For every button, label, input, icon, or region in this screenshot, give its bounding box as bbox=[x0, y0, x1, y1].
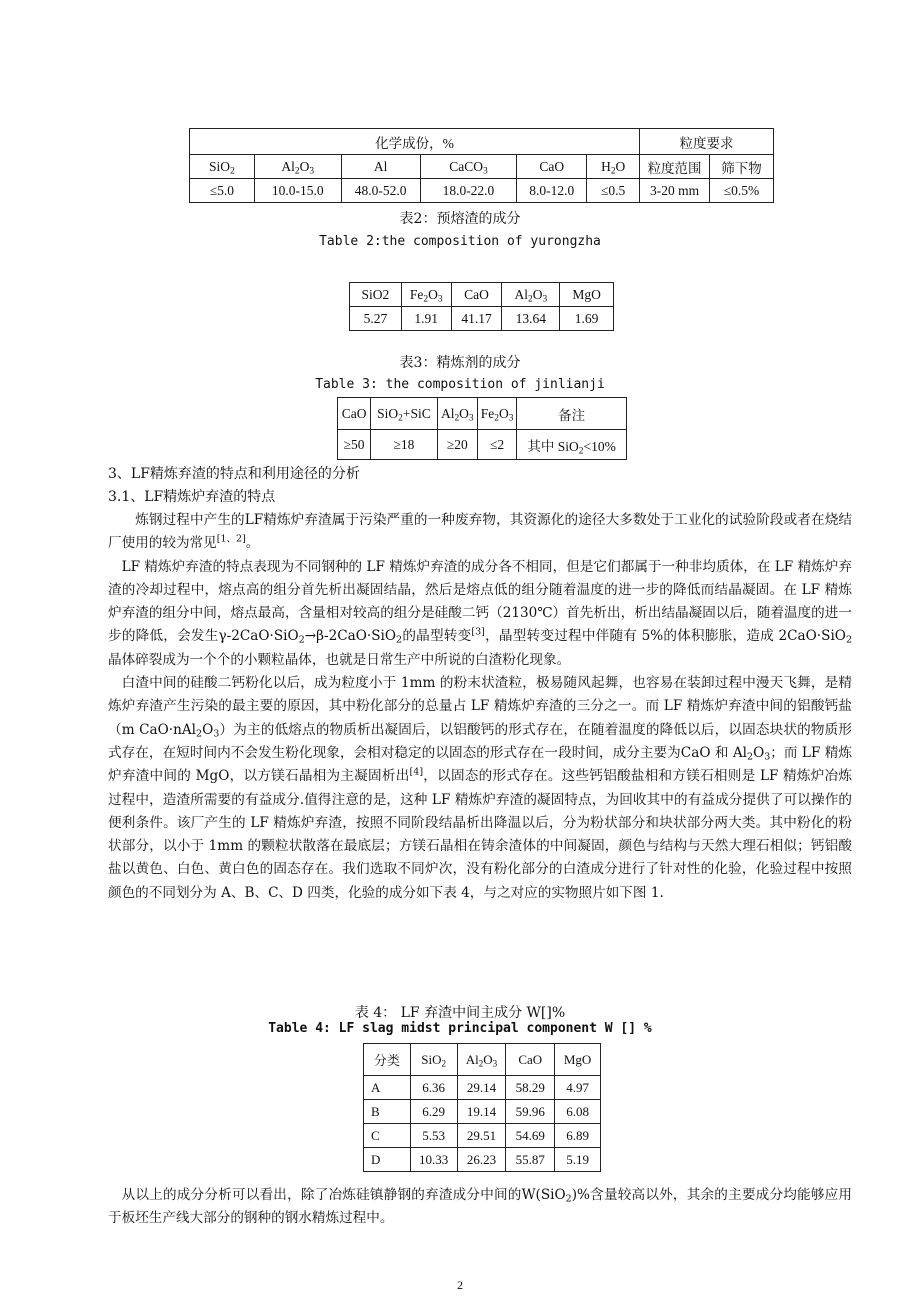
value-cell: ≤2 bbox=[477, 430, 516, 460]
value-cell: 10.0-15.0 bbox=[254, 179, 341, 203]
value-cell: ≤0.5% bbox=[710, 179, 774, 203]
value-cell: 54.69 bbox=[506, 1124, 555, 1148]
row-label: B bbox=[364, 1100, 411, 1124]
value-cell: 13.64 bbox=[502, 307, 560, 331]
value-cell: 1.69 bbox=[560, 307, 614, 331]
value-cell: 29.14 bbox=[457, 1076, 506, 1100]
value-cell: 1.91 bbox=[401, 307, 451, 331]
value-cell: ≥18 bbox=[371, 430, 437, 460]
header-cell: CaO bbox=[506, 1044, 555, 1076]
table-1 bbox=[189, 128, 774, 203]
value-cell: 59.96 bbox=[506, 1100, 555, 1124]
header-cell: 筛下物 bbox=[710, 155, 774, 179]
header-cell: $Fe_2O_3$ bbox=[401, 283, 451, 307]
value-cell: 3-20 mm bbox=[640, 179, 710, 203]
header-cell: CaO bbox=[451, 283, 502, 307]
table-4-caption-en: Table 4: LF slag midst principal component W [] % bbox=[268, 1021, 652, 1036]
table-3-caption-en: Table 3: the composition of jinlianji bbox=[315, 377, 605, 392]
value-cell: 5.53 bbox=[410, 1124, 457, 1148]
subsection-heading: 3.1、LF精炼炉弃渣的特点 bbox=[108, 489, 276, 505]
table-row bbox=[190, 129, 774, 155]
value-cell: 5.27 bbox=[350, 307, 402, 331]
header-cell: CaO bbox=[517, 155, 587, 179]
value-cell: 58.29 bbox=[506, 1076, 555, 1100]
header-cell: 分类 bbox=[364, 1044, 411, 1076]
table-4-caption-cn: 表 4： LF 弃渣中间主成分 W[]% bbox=[354, 1005, 566, 1021]
value-cell: ≥20 bbox=[437, 430, 477, 460]
value-cell: ≤5.0 bbox=[190, 179, 255, 203]
table-3-caption-cn: 表3：精炼剂的成分 bbox=[399, 355, 521, 371]
size-group-header: 粒度要求 bbox=[640, 129, 774, 155]
table-2-caption-en: Table 2:the composition of yurongzha bbox=[319, 234, 601, 249]
header-cell: $Al_2O_3$ bbox=[254, 155, 341, 179]
table-row bbox=[350, 307, 614, 331]
table-row bbox=[364, 1148, 601, 1172]
value-cell: 18.0-22.0 bbox=[420, 179, 517, 203]
table-2 bbox=[349, 282, 614, 331]
value-cell: 6.89 bbox=[555, 1124, 601, 1148]
table-4 bbox=[363, 1043, 601, 1172]
table-row bbox=[364, 1100, 601, 1124]
value-cell: 其中 SiO$_2$<10% bbox=[517, 430, 627, 460]
value-cell: ≥50 bbox=[338, 430, 371, 460]
table-row bbox=[190, 179, 774, 203]
closing-text bbox=[108, 1184, 852, 1231]
value-cell: 6.29 bbox=[410, 1100, 457, 1124]
value-cell: 6.08 bbox=[555, 1100, 601, 1124]
value-cell: 29.51 bbox=[457, 1124, 506, 1148]
header-cell: MgO bbox=[555, 1044, 601, 1076]
table-row bbox=[338, 398, 627, 430]
header-cell: SiO$_2$ bbox=[410, 1044, 457, 1076]
paragraph: LF 精炼炉弃渣的特点表现为不同钢种的 LF 精炼炉弃渣的成分各不相同，但是它们都属于一种非均质体，在 LF 精炼炉弃渣的冷却过程中，熔点高的组分首先析出凝固结晶，然后是熔点低的组分随着温度的进一步的降低而结晶凝固。在 LF 精炼炉弃渣的组分中间，熔点最高，含量相对较高的组分是硅酸二钙（2130℃）首先析出，析出结晶凝固以后，随着温度的进一步的降低，会发生γ-2CaO·SiO$_2$→β-2CaO·SiO$_2$的晶型转变[3]，晶型转变过程中伴随有 5%的体积膨胀，造成 2CaO·SiO$_2$晶体碎裂成为一个个的小颗粒晶体，也就是日常生产中所说的白渣粉化现象。 bbox=[108, 558, 852, 668]
table-row bbox=[364, 1076, 601, 1100]
value-cell: 48.0-52.0 bbox=[341, 179, 420, 203]
table-3 bbox=[337, 397, 627, 460]
header-cell: 粒度范围 bbox=[640, 155, 710, 179]
header-cell: $Al_2O_3$ bbox=[502, 283, 560, 307]
paragraph: 白渣中间的硅酸二钙粉化以后，成为粒度小于 1mm 的粉末状渣粒，极易随风起舞，也容易在装卸过程中漫天飞舞，是精炼炉弃渣产生污染的最主要的原因，其中粉化部分的总量占 LF 精炼炉弃渣的三分之一。而 LF 精炼炉弃渣中间的铝酸钙盐（m $CaO\cdot nAl_2O_3$）为主的低熔点的物质析出凝固后，以铝酸钙的形式存在，在随着温度的降低以后，以固态块状的物质形式存在，在短时间内不会发生粉化现象，会相对稳定的以固态的形式存在一段时间，成分主要为CaO 和 $Al_2O_3$；而 LF 精炼炉弃渣中间的 MgO，以方镁石晶相为主凝固析出[4]，以固态的形式存在。这些钙铝酸盐相和方镁石相则是 LF 精炼炉冶炼过程中，造渣所需要的有益成分.值得注意的是，这种 LF 精炼炉弃渣的凝固特点，为回收其中的有益成分提供了可以操作的便利条件。该厂产生的 LF 精炼炉弃渣，按照不同阶段结晶析出降温以后，分为粉状部分和块状部分两大类。其中粉化的粉状部分，以小于 1mm 的颗粒状散落在最底层；方镁石晶相在铸余渣体的中间凝固，颜色与结构与天然大理石相似；钙铝酸盐以黄色、白色、黄白色的固态存在。我们选取不同炉次，没有粉化部分的白渣成分进行了针对性的化验，化验过程中按照颜色的不同划分为 A、B、C、D 四类，化验的成分如下表 4，与之对应的实物照片如下图 1. bbox=[108, 675, 853, 901]
paragraph: 从以上的成分分析可以看出，除了冶炼硅镇静钢的弃渣成分中间的W(SiO$_2$)%含量较高以外，其余的主要成分均能够应用于板坯生产线大部分的钢种的钢水精炼过程中。 bbox=[108, 1187, 853, 1227]
table-row bbox=[190, 155, 774, 179]
row-label: A bbox=[364, 1076, 411, 1100]
table-2-caption-cn: 表2：预熔渣的成分 bbox=[399, 211, 521, 227]
value-cell: 4.97 bbox=[555, 1076, 601, 1100]
header-cell: $Al_2O_3$ bbox=[457, 1044, 506, 1076]
table-row bbox=[338, 430, 627, 460]
header-cell: $Fe_2O_3$ bbox=[477, 398, 516, 430]
value-cell: 6.36 bbox=[410, 1076, 457, 1100]
paragraph: 炼钢过程中产生的LF精炼炉弃渣属于污染严重的一种废弃物，其资源化的途径大多数处于工业化的试验阶段或者在烧结厂使用的较为常见[1、2]。 bbox=[108, 512, 852, 552]
header-cell: CaCO$_3$ bbox=[420, 155, 517, 179]
body-text bbox=[108, 509, 852, 905]
header-cell: SiO$_2$ bbox=[190, 155, 255, 179]
value-cell: 26.23 bbox=[457, 1148, 506, 1172]
header-cell: CaO bbox=[338, 398, 371, 430]
value-cell: ≤0.5 bbox=[587, 179, 640, 203]
section-heading: 3、LF精炼弃渣的特点和利用途径的分析 bbox=[108, 466, 360, 482]
value-cell: 19.14 bbox=[457, 1100, 506, 1124]
table-row bbox=[364, 1124, 601, 1148]
header-cell: MgO bbox=[560, 283, 614, 307]
page-number: 2 bbox=[457, 1278, 463, 1292]
chem-group-header: 化学成份，% bbox=[190, 129, 640, 155]
table-row bbox=[364, 1044, 601, 1076]
table-row bbox=[350, 283, 614, 307]
header-cell: SiO2 bbox=[350, 283, 402, 307]
header-cell: Al bbox=[341, 155, 420, 179]
header-cell: $Al_2O_3$ bbox=[437, 398, 477, 430]
value-cell: 5.19 bbox=[555, 1148, 601, 1172]
value-cell: 41.17 bbox=[451, 307, 502, 331]
row-label: D bbox=[364, 1148, 411, 1172]
header-cell: SiO$_2$+SiC bbox=[371, 398, 437, 430]
value-cell: 8.0-12.0 bbox=[517, 179, 587, 203]
row-label: C bbox=[364, 1124, 411, 1148]
header-cell: $H_2O$ bbox=[587, 155, 640, 179]
value-cell: 55.87 bbox=[506, 1148, 555, 1172]
value-cell: 10.33 bbox=[410, 1148, 457, 1172]
header-cell: 备注 bbox=[517, 398, 627, 430]
